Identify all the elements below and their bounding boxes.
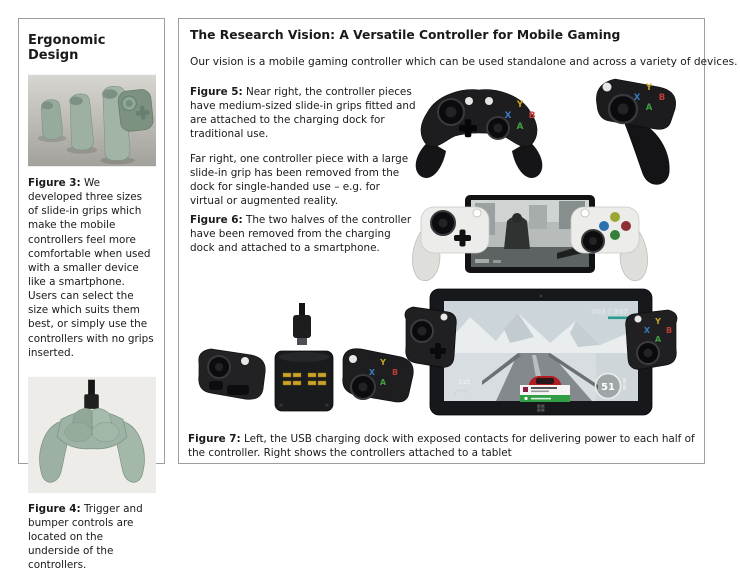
figure4-underside-photo bbox=[28, 376, 156, 494]
trigger bbox=[227, 385, 249, 395]
figure7-tablet-photo bbox=[400, 283, 682, 425]
view-button bbox=[441, 314, 448, 321]
figure5-single-half-photo bbox=[585, 69, 687, 191]
button-y-label: Y bbox=[380, 358, 386, 367]
menu-button bbox=[603, 83, 612, 92]
speed-value: 51 bbox=[601, 382, 615, 393]
figure4-text: Trigger and bumper controls are located on the underside of the controllers. bbox=[28, 502, 143, 572]
charging-dock bbox=[275, 351, 333, 411]
full-controller bbox=[416, 90, 543, 178]
grip-small bbox=[41, 100, 62, 140]
button-b-label: B bbox=[391, 368, 399, 377]
view-button bbox=[465, 97, 473, 105]
view-button bbox=[473, 209, 481, 217]
usb-connector bbox=[293, 303, 311, 345]
figure7-label: Figure 7: bbox=[188, 433, 241, 445]
figure7-text: Left, the USB charging dock with exposed contacts for delivering power to each half of the controller. Right shows the controllers attached to a tablet bbox=[188, 433, 695, 460]
left-controller-half-back bbox=[199, 349, 265, 399]
figure3-label: Figure 3: bbox=[28, 177, 81, 189]
figure6-text: The two halves of the controller have been removed from the charging dock and attached to a smartphone. bbox=[190, 214, 412, 255]
figure3-text: We developed three sizes of slide-in grips which make the mobile controllers feel more comfortable when used with a smaller device like a smartphone. Users can select the size which suits them best, or simply use the controllers with no grips inserted. bbox=[28, 177, 154, 359]
button-y-label: Y bbox=[655, 317, 661, 326]
button-y-label: Y bbox=[516, 100, 524, 110]
menu-button bbox=[581, 209, 589, 217]
figure3-grips-photo bbox=[28, 73, 156, 168]
figure5-caption bbox=[190, 85, 416, 218]
racing-game-screenshot bbox=[444, 301, 638, 402]
controller-half bbox=[596, 79, 675, 184]
figure5-text2: Far right, one controller piece with a large slide-in grip has been removed from the dock for single-handed use – e.g. for virtual or augmented reality. bbox=[190, 152, 409, 207]
figure7-dock-photo bbox=[187, 301, 422, 426]
button-a-label: A bbox=[379, 378, 387, 387]
y-button bbox=[610, 212, 620, 222]
view-button bbox=[241, 357, 249, 365]
left-controller-half bbox=[405, 307, 456, 367]
figure4-label: Figure 4: bbox=[28, 502, 81, 515]
button-y-label: Y bbox=[645, 83, 653, 93]
research-vision-panel bbox=[178, 18, 738, 464]
ergonomic-design-panel bbox=[18, 18, 165, 572]
grip-medium bbox=[69, 94, 93, 150]
figure5-full-controller-photo bbox=[403, 79, 555, 185]
score-bar bbox=[608, 317, 628, 320]
figure6-label: Figure 6: bbox=[190, 214, 243, 226]
button-x-label: X bbox=[368, 368, 376, 377]
button-x-label: X bbox=[633, 93, 641, 103]
panel-intro: Our vision is a mobile gaming controller which can be used standalone and across a variety of devices. bbox=[190, 56, 738, 68]
bumper bbox=[209, 381, 223, 390]
front-camera bbox=[540, 295, 543, 298]
menu-button bbox=[349, 355, 357, 363]
large-grip bbox=[625, 121, 669, 184]
left-panel-heading: Ergonomic Design bbox=[28, 33, 106, 63]
right-controller-half bbox=[626, 310, 677, 369]
menu-button bbox=[485, 97, 493, 105]
achievement-notification bbox=[520, 385, 570, 402]
button-b-label: B bbox=[665, 326, 673, 335]
figure5-label: Figure 5: bbox=[190, 86, 243, 98]
menu-button bbox=[635, 316, 642, 323]
button-a-label: A bbox=[645, 103, 653, 113]
panel-title: The Research Vision: A Versatile Controller for Mobile Gaming bbox=[190, 28, 621, 42]
button-b-label: B bbox=[658, 93, 666, 103]
button-x-label: X bbox=[643, 326, 651, 335]
figure7-caption bbox=[188, 432, 696, 470]
a-button bbox=[610, 230, 620, 240]
figure5-text1: Near right, the controller pieces have medium-sized slide-in grips fitted and are attached to the charging dock for traditional use. bbox=[190, 86, 416, 141]
x-button bbox=[599, 221, 609, 231]
b-button bbox=[621, 221, 631, 231]
figure4-caption bbox=[28, 502, 155, 573]
controller-piece-prototype bbox=[117, 89, 154, 133]
button-x-label: X bbox=[504, 111, 512, 121]
gear-value: 12 bbox=[617, 395, 626, 402]
button-a-label: A bbox=[654, 335, 662, 344]
figure3-caption bbox=[28, 176, 155, 360]
score-readout: 003 | 307 bbox=[591, 308, 628, 316]
button-a-label: A bbox=[516, 122, 524, 132]
figure6-caption bbox=[190, 213, 416, 265]
figure6-smartphone-photo bbox=[409, 191, 651, 291]
race-position: 1st bbox=[458, 378, 471, 386]
tablet bbox=[430, 289, 652, 415]
button-b-label: B bbox=[528, 111, 536, 121]
